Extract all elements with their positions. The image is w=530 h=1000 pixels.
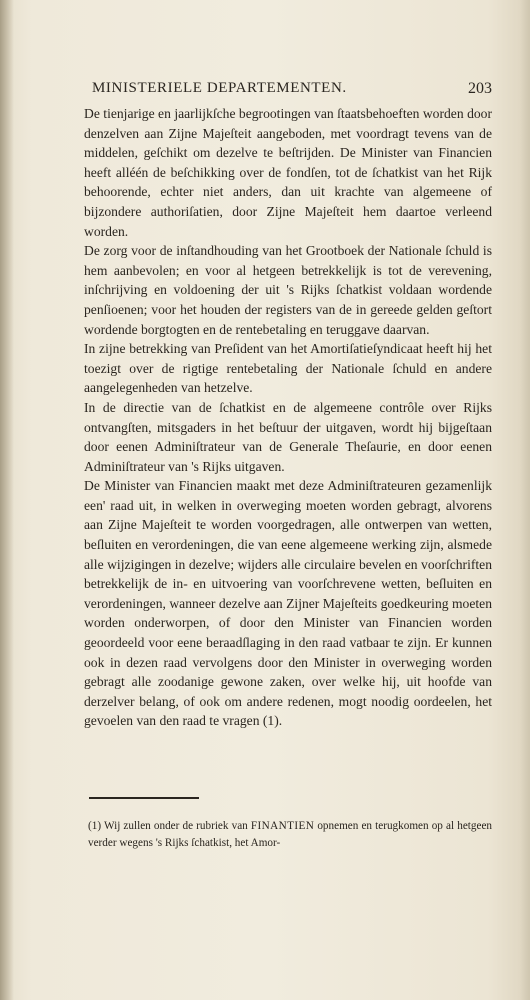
page-gutter-shadow <box>0 0 14 1000</box>
paragraph-schatkist: In de directie van de ſchatkist en de algemeene contrôle over Rijks ontvangſten, mitsgaders in het beſtuur der uitgaven, wordt hij bijgeſtaan door eenen Adminiſtrateur van de Generale Theſaurie, en door eenen Adminiſtrateur van 's Rijks uitgaven. <box>84 399 492 474</box>
footnote-separator <box>89 797 199 799</box>
paragraph-amortisatie: In zijne betrekking van Preſident van het Amortiſatieſyndicaat heeft hij het toezigt over de rigtige rentebetaling der Nationale ſchuld en andere aangelegenheden van hetzelve. <box>84 341 492 396</box>
running-title: MINISTERIELE DEPARTEMENTEN. <box>92 80 347 96</box>
page-header <box>92 80 492 104</box>
page-number: 203 <box>468 80 492 97</box>
footnote-rubric: FINANTIEN <box>250 820 315 832</box>
paragraph-grootboek: De zorg voor de inſtandhouding van het Grootboek der Nationale ſchuld is hem aanbevolen; en voor al hetgeen betrekkelijk is tot de verevening, inſchrijving en voldoening der uit 's Rijks ſchatkist voldaan wordende penſioenen; voor het houden der registers van de in gereede gelden geſtort wordende borgtogten en de rentebetaling en teruggave daarvan. <box>84 243 492 337</box>
footnote-lead: (1) Wij zullen onder de rubriek van <box>88 820 248 832</box>
page-edge-shadow <box>520 0 530 1000</box>
paragraph-raad: De Minister van Financien maakt met deze Adminiſtrateuren gezamenlijk een' raad uit, in welken in overweging moeten worden gebragt, alvorens aan Zijne Majeſteit te worden voorgedragen, alle ontwerpen van wetten, beſluiten en verordeningen, die van eene algemeene werking zijn, alsmede alle wijzigingen in dezelve; wijders alle circulaire bevelen en voorſchriften betrekkelijk de in- en uitvoering van voorſchrevene wetten, beſluiten en verordeningen, wanneer dezelve aan Zijner Majeſteits goedkeuring moeten worden onderworpen, of door den Minister van Financien worden geoordeeld voor eene beraadſlaging in den raad vatbaar te zijn. Er kunnen ook in dezen raad vervolgens door den Minister in overweging worden gebragt alle zoodanige gewone zaken, over welke hij, uit hoofde van derzelver belang, of ook om andere redenen, mogt noodig oordeelen, het gevoelen van den raad te vragen (1). <box>84 478 492 729</box>
footnote-rest: opnemen en terugkomen op al hetgeen verder wegens 's Rijks ſchatkist, het Amor- <box>88 820 493 849</box>
paragraph-budget: De tienjarige en jaarlijkſche begrootingen van ſtaatsbehoeften worden door denzelven aan Zijne Majeſteit aangeboden, met voordragt tevens van de middelen, geſchikt om dezelve te beſtrijden. De Minister van Financien heeft alléén de beſchikking over de fondſen, tot de ſchatkist van het Rijk behoorende, echter niet anders, dan uit krachte van algemeene of bijzondere authoriſatien, door Zijne Majeſteit hem daartoe verleend worden. <box>84 106 492 239</box>
main-text <box>84 104 492 731</box>
footnote <box>88 818 492 852</box>
